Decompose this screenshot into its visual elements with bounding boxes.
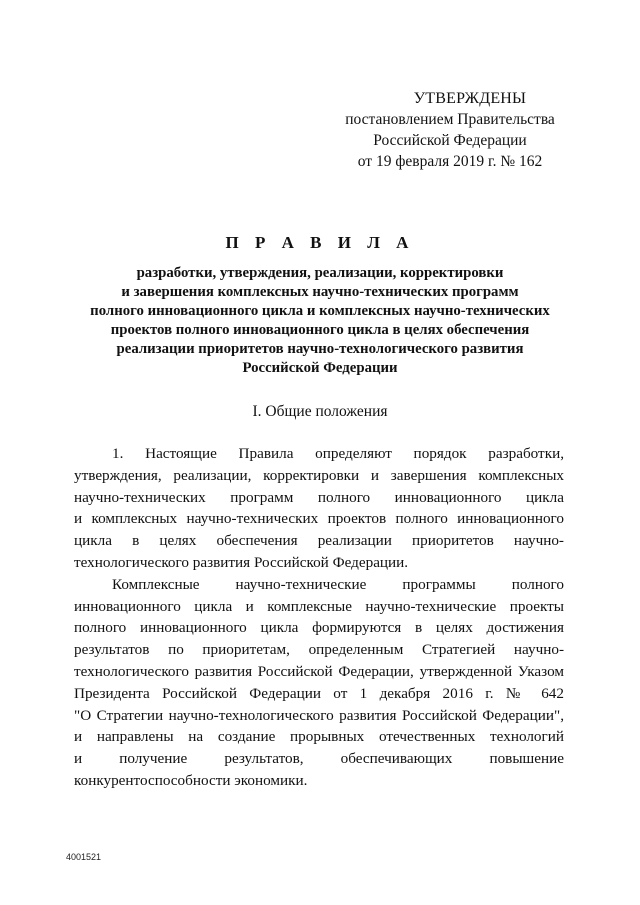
paragraph-line: утверждения, реализации, корректировки и завершения комплексных bbox=[74, 466, 564, 484]
approval-line: от 19 февраля 2019 г. № 162 bbox=[357, 153, 543, 170]
paragraph-line: полного инновационного цикла формируются в целях достижения bbox=[74, 619, 564, 637]
paragraph-2 bbox=[74, 574, 564, 792]
paragraph-line: и получение результатов, обеспечивающих повышение bbox=[74, 750, 564, 768]
document-title-block bbox=[60, 232, 580, 378]
body-text bbox=[74, 443, 564, 792]
document-title: П Р А В И Л А bbox=[225, 233, 415, 252]
paragraph-line: конкурентоспособности экономики. bbox=[74, 771, 308, 789]
subtitle-line: и завершения комплексных научно-технических программ bbox=[121, 284, 519, 300]
paragraph-line: и направлены на создание прорывных отечественных технологий bbox=[74, 728, 564, 746]
paragraph-line: цикла в целях обеспечения реализации приоритетов научно- bbox=[74, 532, 564, 550]
paragraph-line: технологического развития Российской Федерации. bbox=[74, 553, 409, 571]
paragraph-line: научно-технических программ полного инновационного цикла bbox=[74, 488, 564, 506]
document-subtitle bbox=[60, 264, 580, 378]
section-heading: I. Общие положения bbox=[252, 403, 388, 420]
subtitle-line: разработки, утверждения, реализации, корректировки bbox=[136, 265, 504, 281]
paragraph-line: Комплексные научно-технические программы полного bbox=[112, 575, 564, 593]
paragraph-line: 1. Настоящие Правила определяют порядок разработки, bbox=[112, 445, 564, 462]
subtitle-line: проектов полного инновационного цикла в целях обеспечения bbox=[110, 322, 530, 338]
subtitle-line: Российской Федерации bbox=[242, 360, 398, 376]
subtitle-line: полного инновационного цикла и комплексных научно-технических bbox=[90, 303, 550, 319]
paragraph-line: результатов по приоритетам, определенным Стратегией научно- bbox=[74, 641, 564, 659]
approval-line: Российской Федерации bbox=[373, 132, 527, 149]
approval-line: постановлением Правительства bbox=[345, 111, 555, 128]
paragraph-line: инновационного цикла и комплексные научно-технические проекты bbox=[74, 597, 564, 615]
approval-stamp bbox=[320, 88, 580, 172]
paragraph-line: технологического развития Российской Федерации, утвержденной Указом bbox=[74, 662, 564, 680]
subtitle-line: реализации приоритетов научно-технологического развития bbox=[116, 341, 524, 357]
footer-code: 4001521 bbox=[66, 852, 102, 862]
paragraph-line: Президента Российской Федерации от 1 декабря 2016 г. № 642 bbox=[74, 684, 564, 702]
approval-title: УТВЕРЖДЕНЫ bbox=[413, 90, 527, 107]
paragraph-line: "О Стратегии научно-технологического развития Российской Федерации", bbox=[74, 706, 564, 724]
paragraph-1 bbox=[74, 443, 564, 574]
paragraph-line: и комплексных научно-технических проектов полного инновационного bbox=[74, 510, 564, 528]
